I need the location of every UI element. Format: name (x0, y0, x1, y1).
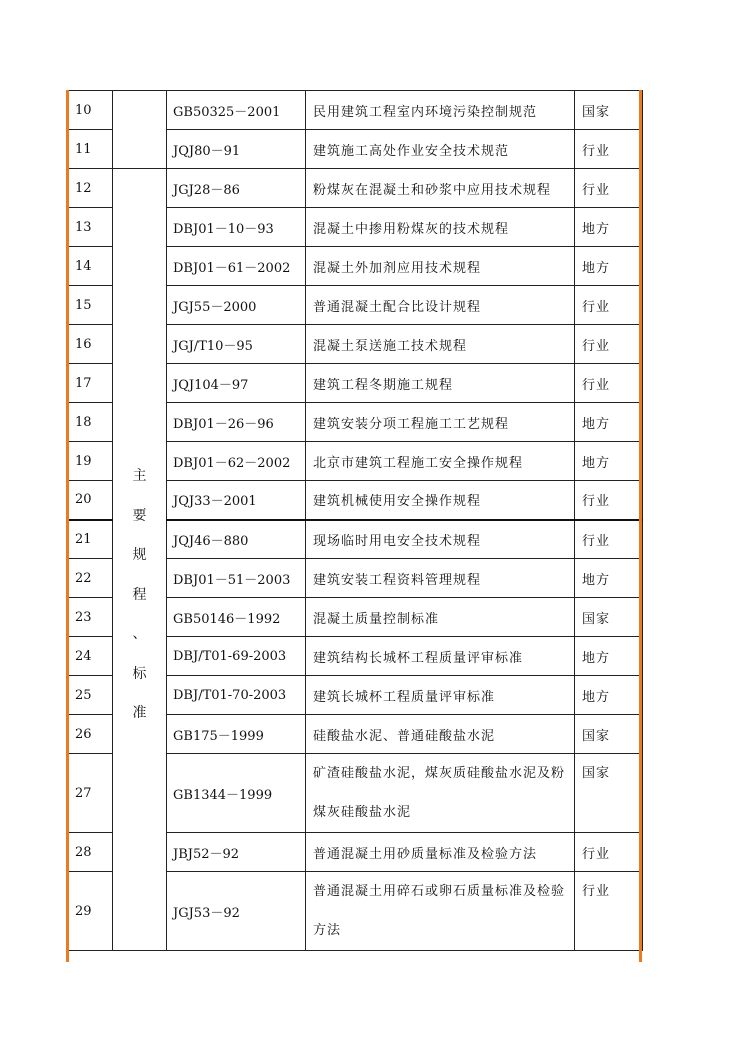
standard-name: 矿渣硅酸盐水泥，煤灰质硅酸盐水泥及粉煤灰硅酸盐水泥 (306, 754, 575, 833)
standard-code: JQJ46－880 (167, 520, 306, 559)
standard-level: 行业 (575, 481, 643, 520)
standard-level: 国家 (575, 754, 643, 833)
standard-code: JBJ52－92 (167, 833, 306, 872)
standard-level: 地方 (575, 208, 643, 247)
standard-level: 行业 (575, 130, 643, 169)
row-number: 24 (67, 637, 113, 676)
standard-code: DBJ01－26－96 (167, 403, 306, 442)
row-number: 21 (67, 520, 113, 559)
standard-name: 现场临时用电安全技术规程 (306, 520, 575, 559)
standard-name: 硅酸盐水泥、普通硅酸盐水泥 (306, 715, 575, 754)
standard-level: 行业 (575, 325, 643, 364)
standard-code: DBJ01－51－2003 (167, 559, 306, 598)
standard-name: 普通混凝土用砂质量标准及检验方法 (306, 833, 575, 872)
standard-level: 国家 (575, 715, 643, 754)
standard-name: 混凝土中掺用粉煤灰的技术规程 (306, 208, 575, 247)
standard-level: 地方 (575, 442, 643, 481)
standard-name: 建筑工程冬期施工规程 (306, 364, 575, 403)
standard-name: 建筑安装分项工程施工工艺规程 (306, 403, 575, 442)
standard-name: 普通混凝土用碎石或卵石质量标准及检验方法 (306, 872, 575, 951)
standard-code: GB50146－1992 (167, 598, 306, 637)
row-number: 14 (67, 247, 113, 286)
standard-level: 国家 (575, 91, 643, 130)
standard-name: 北京市建筑工程施工安全操作规程 (306, 442, 575, 481)
left-accent-border (66, 90, 69, 962)
standard-code: DBJ/T01-70-2003 (167, 676, 306, 715)
standard-code: DBJ/T01-69-2003 (167, 637, 306, 676)
row-number: 23 (67, 598, 113, 637)
standard-level: 行业 (575, 872, 643, 951)
standard-name: 建筑安装工程资料管理规程 (306, 559, 575, 598)
row-number: 11 (67, 130, 113, 169)
standard-level: 地方 (575, 403, 643, 442)
row-number: 18 (67, 403, 113, 442)
standard-code: JGJ53－92 (167, 872, 306, 951)
category-char: 准 (132, 705, 147, 721)
table-row (67, 169, 643, 208)
standard-name: 建筑施工高处作业安全技术规范 (306, 130, 575, 169)
row-number: 26 (67, 715, 113, 754)
category-char: 程 (132, 586, 147, 603)
standard-code: JQJ80－91 (167, 130, 306, 169)
row-number: 12 (67, 169, 113, 208)
row-number: 19 (67, 442, 113, 481)
standard-code: GB1344－1999 (167, 754, 306, 833)
standard-level: 国家 (575, 598, 643, 637)
standard-code: GB175－1999 (167, 715, 306, 754)
standard-level: 行业 (575, 286, 643, 325)
row-number: 20 (67, 481, 113, 520)
standard-level: 地方 (575, 676, 643, 715)
category-cell (113, 169, 167, 951)
standard-name: 建筑长城杯工程质量评审标准 (306, 676, 575, 715)
standard-name: 建筑机械使用安全操作规程 (306, 481, 575, 520)
standard-level: 行业 (575, 364, 643, 403)
row-number: 28 (67, 833, 113, 872)
row-number: 16 (67, 325, 113, 364)
standard-level: 地方 (575, 247, 643, 286)
standard-level: 地方 (575, 559, 643, 598)
category-char: 主 (132, 468, 147, 484)
right-accent-border (639, 90, 642, 962)
category-char: 要 (132, 507, 147, 524)
standard-level: 行业 (575, 520, 643, 559)
standard-code: JQJ33－2001 (167, 481, 306, 520)
standard-code: JGJ55－2000 (167, 286, 306, 325)
row-number: 17 (67, 364, 113, 403)
row-number: 13 (67, 208, 113, 247)
row-number: 25 (67, 676, 113, 715)
standard-name: 普通混凝土配合比设计规程 (306, 286, 575, 325)
standard-level: 行业 (575, 833, 643, 872)
standard-code: JGJ/T10－95 (167, 325, 306, 364)
standard-level: 地方 (575, 637, 643, 676)
standard-code: DBJ01－10－93 (167, 208, 306, 247)
standard-name: 混凝土质量控制标准 (306, 598, 575, 637)
row-number: 22 (67, 559, 113, 598)
standard-level: 行业 (575, 169, 643, 208)
standard-code: JQJ104－97 (167, 364, 306, 403)
row-number: 27 (67, 754, 113, 833)
row-number: 29 (67, 872, 113, 951)
row-number: 10 (67, 91, 113, 130)
standard-code: DBJ01－62－2002 (167, 442, 306, 481)
category-char: 规 (132, 547, 147, 563)
standard-name: 民用建筑工程室内环境污染控制规范 (306, 91, 575, 130)
standard-name: 混凝土泵送施工技术规程 (306, 325, 575, 364)
standard-code: JGJ28－86 (167, 169, 306, 208)
standard-name: 混凝土外加剂应用技术规程 (306, 247, 575, 286)
category-char: 标 (132, 665, 147, 682)
standard-code: GB50325－2001 (167, 91, 306, 130)
standard-name: 建筑结构长城杯工程质量评审标准 (306, 637, 575, 676)
category-char: 、 (132, 626, 147, 642)
table-row (67, 91, 643, 130)
standards-table (66, 90, 643, 951)
standard-code: DBJ01－61－2002 (167, 247, 306, 286)
standard-name: 粉煤灰在混凝土和砂浆中应用技术规程 (306, 169, 575, 208)
row-number: 15 (67, 286, 113, 325)
category-label (113, 169, 166, 734)
empty-category-cell (113, 91, 167, 169)
